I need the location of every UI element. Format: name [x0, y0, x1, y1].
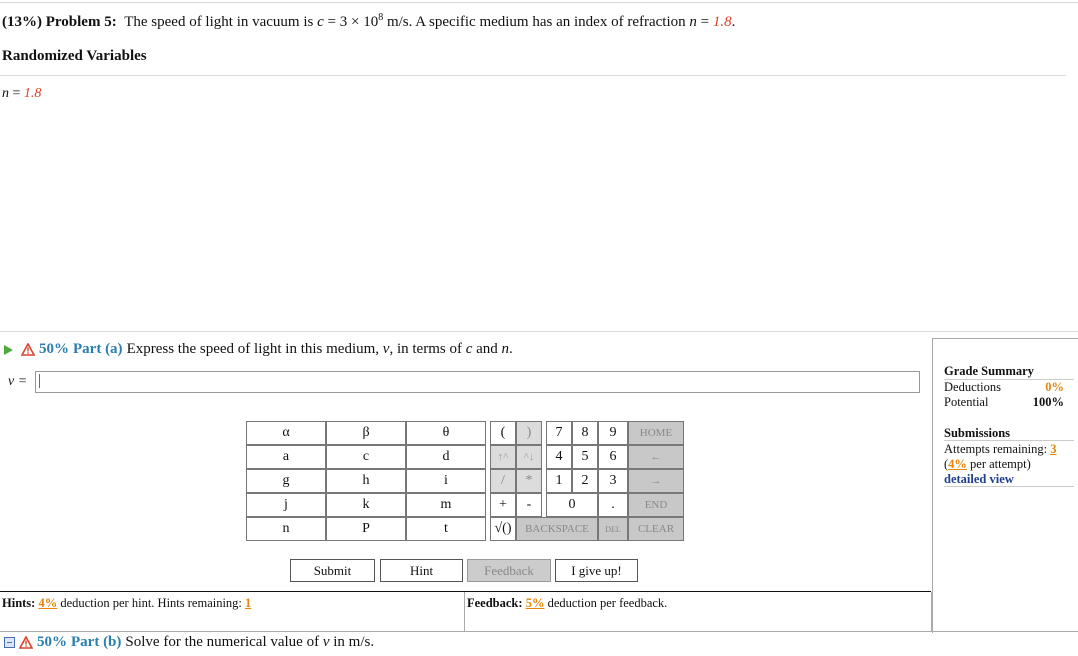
key-6[interactable]: 6: [598, 445, 628, 469]
part-a-label: Part (a): [73, 341, 123, 357]
randomized-divider: [0, 75, 1066, 76]
key-plus[interactable]: +: [490, 493, 516, 517]
problem-period: .: [731, 14, 736, 30]
attempts-value: 3: [1050, 442, 1057, 456]
key-divide[interactable]: /: [490, 469, 516, 493]
part-b-text-2: in m/s.: [329, 634, 375, 650]
potential-value: 100%: [1032, 395, 1064, 409]
warning-icon: [19, 636, 33, 649]
hints-top-rule: [0, 591, 931, 592]
key-superscript[interactable]: ↑^: [490, 445, 516, 469]
part-b-header: [4, 634, 374, 651]
answer-label: v =: [8, 374, 28, 389]
detailed-view-rule: [944, 486, 1074, 487]
var-value: 1.8: [23, 86, 42, 101]
per-attempt-value: 4%: [948, 457, 967, 471]
feedback-info: [467, 596, 667, 611]
top-divider: [0, 2, 1078, 3]
submissions-rule: [944, 440, 1074, 441]
problem-text: The speed of light in vacuum is: [124, 14, 318, 30]
answer-input[interactable]: [35, 371, 920, 393]
key-g[interactable]: g: [246, 469, 326, 493]
potential-label: Potential: [944, 395, 989, 409]
attempts-label: Attempts remaining:: [944, 442, 1051, 456]
detailed-view-link[interactable]: detailed view: [944, 472, 1014, 486]
feedback-label: Feedback:: [467, 596, 523, 610]
part-a-text: [127, 341, 513, 358]
hints-info: [2, 596, 251, 611]
var-symbol: n: [2, 86, 9, 101]
part-b-divider: [0, 631, 1078, 632]
n-eq: =: [696, 14, 713, 30]
randomized-variable-n: [2, 86, 41, 102]
part-b-weight: 50%: [37, 634, 67, 650]
key-open-paren[interactable]: (: [490, 421, 516, 445]
key-c[interactable]: c: [326, 445, 406, 469]
part-a-text-4: .: [509, 341, 513, 357]
part-a-v: v: [382, 341, 390, 357]
key-subscript[interactable]: ^↓: [516, 445, 542, 469]
key-n[interactable]: n: [246, 517, 326, 541]
part-b-v: v: [322, 634, 330, 650]
part-a-text-3: and: [472, 341, 502, 357]
key-backspace[interactable]: BACKSPACE: [516, 517, 598, 541]
part-a-text-1: Express the speed of light in this medium,: [126, 341, 383, 357]
key-decimal[interactable]: .: [598, 493, 628, 517]
key-minus[interactable]: -: [516, 493, 542, 517]
key-alpha[interactable]: α: [246, 421, 326, 445]
expand-icon[interactable]: [4, 637, 15, 648]
submissions-title: Submissions: [944, 426, 1011, 440]
key-2[interactable]: 2: [572, 469, 598, 493]
hints-divider: [464, 592, 465, 632]
play-icon[interactable]: [4, 345, 13, 355]
problem-label: Problem 5:: [45, 14, 117, 30]
randomized-variables-heading: Randomized Variables: [2, 48, 147, 64]
key-beta[interactable]: β: [326, 421, 406, 445]
part-a-divider: [0, 331, 1078, 332]
key-9[interactable]: 9: [598, 421, 628, 445]
key-delete[interactable]: DEL: [598, 517, 628, 541]
hints-label: Hints:: [2, 596, 36, 610]
key-theta[interactable]: θ: [406, 421, 486, 445]
grade-summary-title: Grade Summary: [944, 364, 1034, 378]
key-5[interactable]: 5: [572, 445, 598, 469]
attempts-remaining: [944, 442, 1056, 457]
key-sqrt[interactable]: √(): [490, 517, 516, 541]
hint-button[interactable]: Hint: [380, 559, 463, 582]
part-a-c: c: [465, 341, 473, 357]
key-m[interactable]: m: [406, 493, 486, 517]
c-symbol: c: [317, 14, 324, 30]
key-k[interactable]: k: [326, 493, 406, 517]
deductions-value: 0%: [1045, 380, 1064, 394]
key-h[interactable]: h: [326, 469, 406, 493]
key-a[interactable]: a: [246, 445, 326, 469]
key-0[interactable]: 0: [546, 493, 598, 517]
key-i[interactable]: i: [406, 469, 486, 493]
part-b-label: Part (b): [71, 634, 122, 650]
n-symbol: n: [689, 14, 697, 30]
part-a-n: n: [501, 341, 510, 357]
per-attempt-open: (: [944, 457, 949, 471]
key-multiply[interactable]: *: [516, 469, 542, 493]
key-P[interactable]: P: [326, 517, 406, 541]
submit-button[interactable]: Submit: [290, 559, 375, 582]
key-1[interactable]: 1: [546, 469, 572, 493]
key-8[interactable]: 8: [572, 421, 598, 445]
key-d[interactable]: d: [406, 445, 486, 469]
key-home[interactable]: HOME: [628, 421, 684, 445]
part-a-text-2: , in terms of: [389, 341, 466, 357]
key-7[interactable]: 7: [546, 421, 572, 445]
feedback-text: deduction per feedback.: [544, 596, 668, 610]
hints-text: deduction per hint. Hints remaining:: [57, 596, 246, 610]
problem-weight: (13%): [2, 14, 42, 30]
part-b-text-1: Solve for the numerical value of: [125, 634, 323, 650]
text-caret: [39, 374, 40, 388]
key-right-arrow[interactable]: →: [628, 469, 684, 493]
warning-icon: [21, 343, 35, 356]
per-attempt-text: per attempt): [966, 457, 1031, 471]
part-a-header: [4, 341, 513, 358]
hints-deduction: 4%: [38, 596, 58, 610]
n-value: 1.8: [712, 14, 732, 30]
c-value: = 3 × 10: [323, 14, 379, 30]
problem-statement: [2, 12, 735, 31]
key-t[interactable]: t: [406, 517, 486, 541]
key-j[interactable]: j: [246, 493, 326, 517]
feedback-deduction: 5%: [525, 596, 545, 610]
var-eq: =: [9, 86, 24, 101]
part-b-text: [125, 634, 374, 651]
hints-remaining: 1: [245, 596, 252, 610]
key-close-paren[interactable]: ): [516, 421, 542, 445]
key-left-arrow[interactable]: ←: [628, 445, 684, 469]
feedback-button[interactable]: Feedback: [467, 559, 551, 582]
key-end[interactable]: END: [628, 493, 684, 517]
problem-text-2: m/s. A specific medium has an index of refraction: [383, 14, 690, 30]
key-4[interactable]: 4: [546, 445, 572, 469]
deductions-label: Deductions: [944, 380, 1001, 394]
key-3[interactable]: 3: [598, 469, 628, 493]
c-exponent: 8: [378, 12, 384, 23]
key-clear[interactable]: CLEAR: [628, 517, 684, 541]
grade-sidebar: [932, 338, 1078, 633]
part-a-weight: 50%: [39, 341, 69, 357]
give-up-button[interactable]: I give up!: [555, 559, 638, 582]
per-attempt: [944, 457, 1031, 472]
